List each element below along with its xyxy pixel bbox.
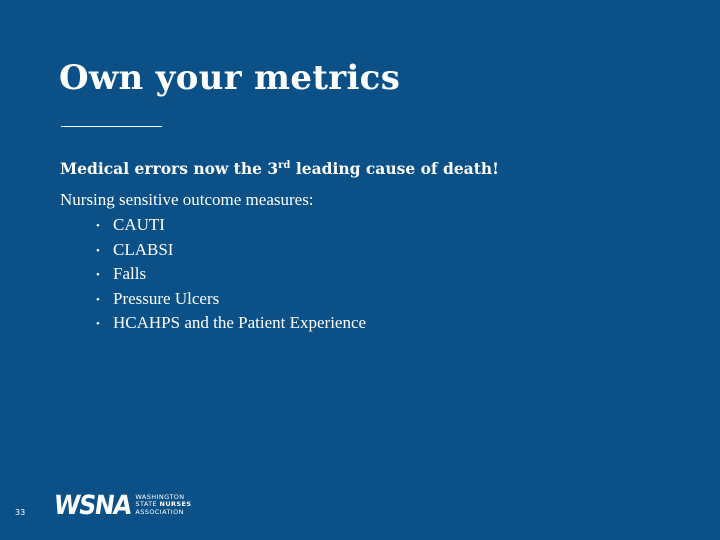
page-number: 33 (15, 508, 26, 517)
logo-word-state: STATE (135, 500, 160, 509)
wsna-logo (51, 489, 192, 521)
logo-word-nurses: NURSES (159, 500, 192, 509)
bullet-list (96, 213, 366, 336)
bullet-item-cauti (96, 213, 366, 238)
bullet-item-clabsi (96, 238, 366, 263)
logo-mark: WSNA (51, 489, 133, 521)
bullet-text: HCAHPS and the Patient Experience (113, 313, 367, 332)
logo-line-association: ASSOCIATION (135, 507, 184, 516)
slide-title: Own your metrics (59, 58, 401, 98)
bullet-icon: • (96, 293, 100, 306)
headline-text-end: leading cause of death! (290, 159, 499, 178)
bullet-text: CAUTI (113, 215, 165, 234)
bullet-text: Falls (113, 264, 147, 283)
logo-wordmark (135, 494, 191, 517)
headline-superscript: rd (278, 160, 291, 171)
subheading: Nursing sensitive outcome measures: (60, 190, 314, 209)
bullet-item-falls (96, 262, 366, 287)
headline-text-start: Medical errors now the 3 (60, 159, 279, 178)
bullet-text: CLABSI (113, 239, 174, 259)
headline (60, 159, 499, 178)
bullet-item-pressure-ulcers (96, 287, 366, 312)
logo-line-washington: WASHINGTON (135, 492, 185, 501)
bullet-item-hcahps (96, 311, 366, 336)
bullet-text: Pressure Ulcers (113, 288, 220, 308)
title-underline-divider (61, 126, 162, 127)
bullet-icon: • (96, 220, 100, 232)
bullet-icon: • (96, 269, 100, 281)
bullet-icon: • (96, 244, 100, 257)
bullet-icon: • (96, 318, 100, 330)
